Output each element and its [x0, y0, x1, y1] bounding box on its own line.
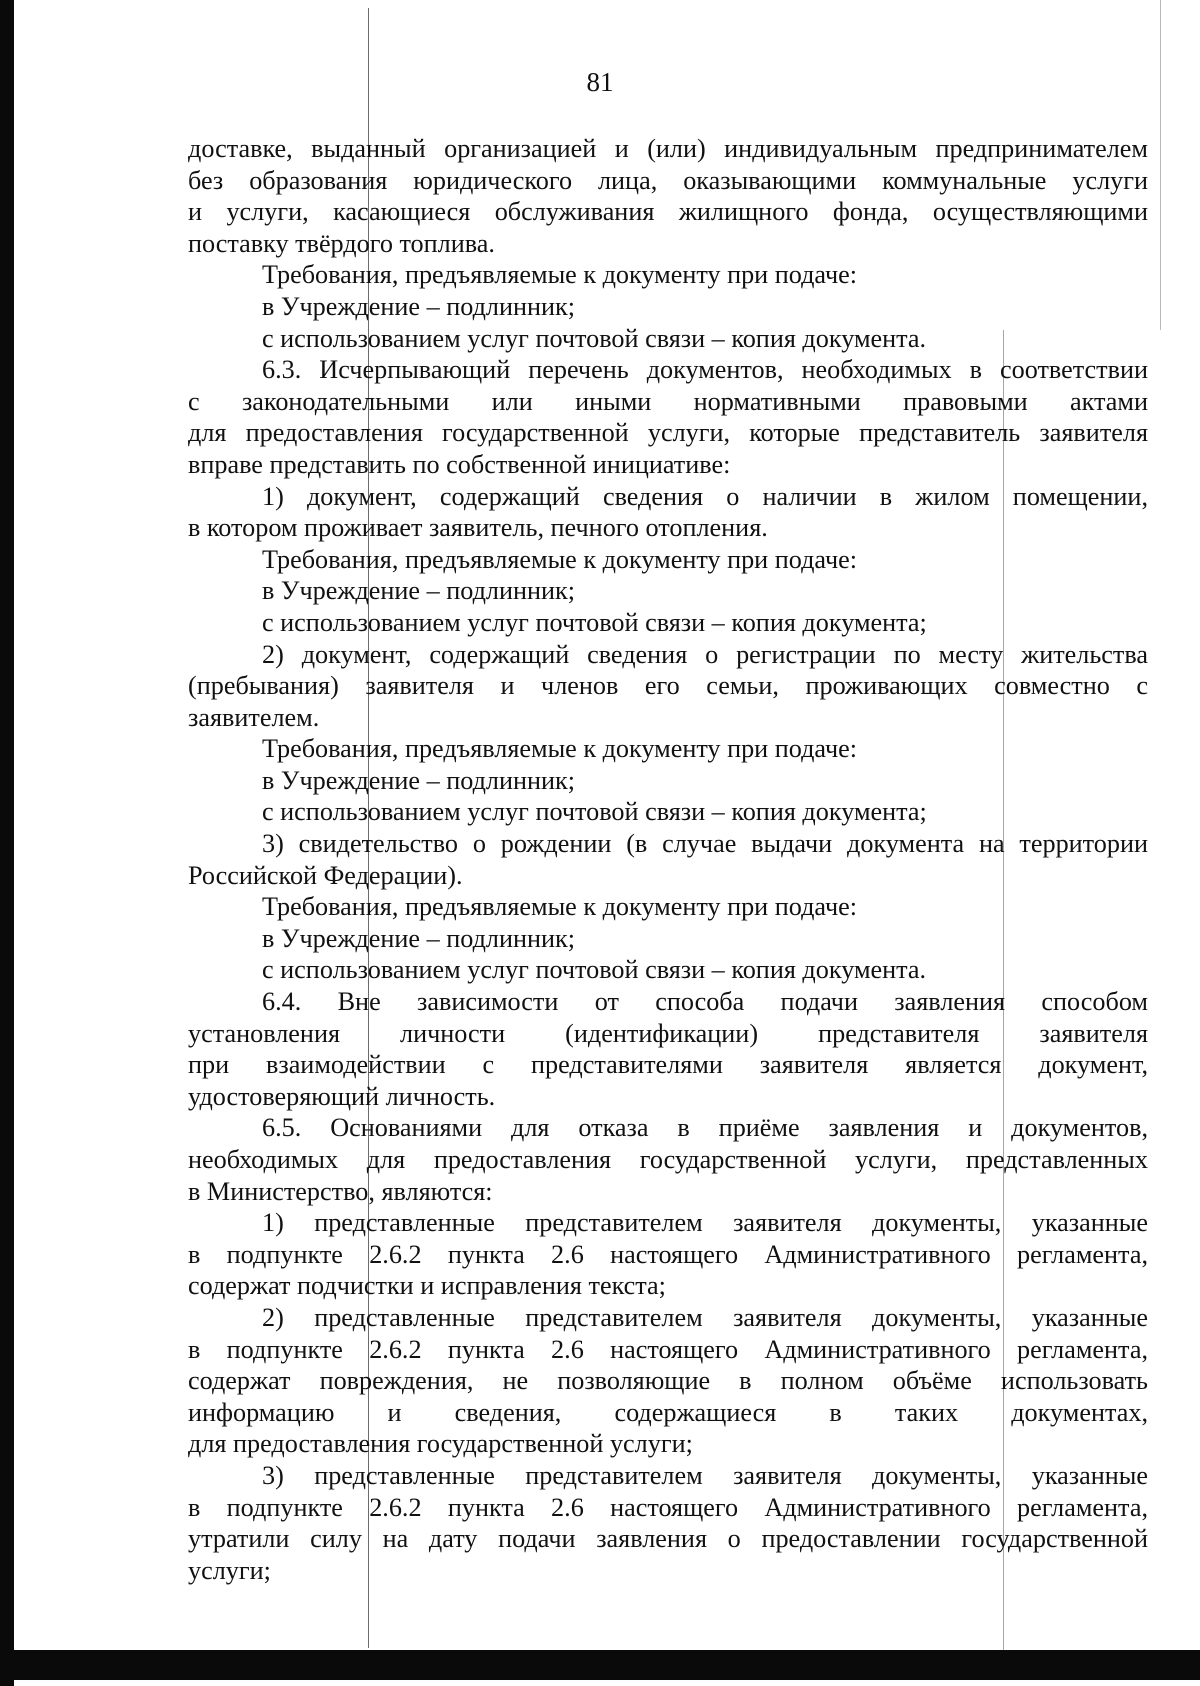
text-line: для предоставления государственной услуги, которые представитель заявителя	[188, 418, 1148, 448]
text-line: 2) документ, содержащий сведения о регистрации по месту жительства	[262, 639, 1148, 669]
text-line: Требования, предъявляемые к документу при подаче:	[262, 734, 858, 764]
text-line: в Учреждение – подлинник;	[262, 765, 576, 795]
scan-border-bottom	[0, 1650, 1200, 1680]
text-line: в Министерство, являются:	[188, 1176, 493, 1206]
text-line: с использованием услуг почтовой связи – копия документа;	[262, 607, 927, 637]
text-line: в подпункте 2.6.2 пункта 2.6 настоящего Административного регламента,	[188, 1492, 1148, 1522]
text-line: с использованием услуг почтовой связи – копия документа;	[262, 797, 927, 827]
text-line: в Учреждение – подлинник;	[262, 576, 576, 606]
text-line: 1) представленные представителем заявителя документы, указанные	[262, 1208, 1148, 1238]
text-line: без образования юридического лица, оказывающими коммунальные услуги	[188, 165, 1148, 195]
text-line: с использованием услуг почтовой связи – копия документа.	[262, 955, 927, 985]
text-line: при взаимодействии с представителями заявителя является документ,	[188, 1050, 1148, 1080]
scan-border-left	[0, 0, 14, 1686]
text-line: утратили силу на дату подачи заявления о предоставлении государственной	[188, 1524, 1148, 1554]
text-line: в Учреждение – подлинник;	[262, 923, 576, 953]
text-line: содержат повреждения, не позволяющие в полном объёме использовать	[188, 1366, 1148, 1396]
text-line: 3) представленные представителем заявителя документы, указанные	[262, 1460, 1148, 1490]
text-line: содержат подчистки и исправления текста;	[188, 1271, 666, 1301]
text-line: с использованием услуг почтовой связи – копия документа.	[262, 323, 927, 353]
text-line: 3) свидетельство о рождении (в случае выдачи документа на территории	[262, 829, 1148, 859]
text-line: поставку твёрдого топлива.	[188, 228, 495, 258]
text-line: с законодательными или иными нормативными правовыми актами	[188, 386, 1148, 416]
text-line: в подпункте 2.6.2 пункта 2.6 настоящего Административного регламента,	[188, 1334, 1148, 1364]
text-line: в подпункте 2.6.2 пункта 2.6 настоящего Административного регламента,	[188, 1239, 1148, 1269]
text-line: для предоставления государственной услуги;	[188, 1429, 693, 1459]
text-line: заявителем.	[188, 702, 320, 732]
text-line: вправе представить по собственной инициативе:	[188, 449, 731, 479]
text-line: установления личности (идентификации) представителя заявителя	[188, 1018, 1148, 1048]
text-line: 6.3. Исчерпывающий перечень документов, необходимых в соответствии	[262, 355, 1148, 385]
text-line: Требования, предъявляемые к документу при подаче:	[262, 892, 858, 922]
text-line: удостоверяющий личность.	[188, 1081, 496, 1111]
text-line: информацию и сведения, содержащиеся в таких документах,	[188, 1397, 1148, 1427]
text-line: и услуги, касающиеся обслуживания жилищного фонда, осуществляющими	[188, 197, 1148, 227]
text-line: Требования, предъявляемые к документу при подаче:	[262, 544, 858, 574]
text-line: (пребывания) заявителя и членов его семьи, проживающих совместно с	[188, 671, 1148, 701]
text-line: 2) представленные представителем заявителя документы, указанные	[262, 1302, 1148, 1332]
text-line: Российской Федерации).	[188, 860, 463, 890]
text-line: 6.4. Вне зависимости от способа подачи заявления способом	[262, 987, 1148, 1017]
text-line: 6.5. Основаниями для отказа в приёме заявления и документов,	[262, 1113, 1148, 1143]
fold-line	[1160, 0, 1161, 330]
text-line: необходимых для предоставления государственной услуги, представленных	[188, 1145, 1148, 1174]
text-line: в Учреждение – подлинник;	[262, 291, 576, 321]
page-number: 81	[586, 67, 614, 97]
document-body	[188, 133, 1148, 1586]
text-line: услуги;	[188, 1555, 271, 1585]
text-line: в котором проживает заявитель, печного отопления.	[188, 513, 768, 543]
text-line: Требования, предъявляемые к документу при подаче:	[262, 260, 858, 290]
text-line: 1) документ, содержащий сведения о наличии в жилом помещении,	[262, 481, 1148, 511]
text-line: доставке, выданный организацией и (или) индивидуальным предпринимателем	[188, 134, 1148, 163]
